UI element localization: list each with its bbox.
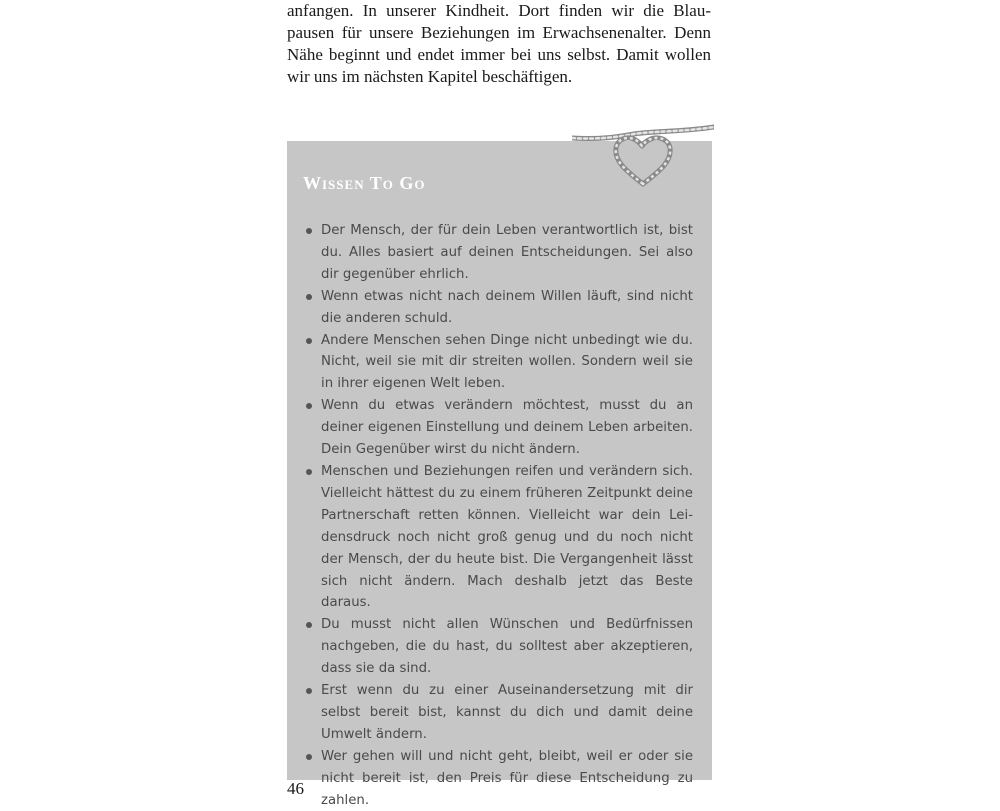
intro-text-line: anfangen. In unserer Kindheit. Dort finden wir die Blau- — [287, 1, 711, 20]
key-point: Wenn du etwas verändern möchtest, musst du an deiner eigenen Einstellung und deinem Leben arbeiten. Dein Gegenüber wirst du nicht ändern. — [303, 395, 693, 461]
intro-text-line: wir uns im nächsten Kapitel beschäftigen. — [287, 67, 573, 86]
key-point: Erst wenn du zu einer Auseinandersetzung mit dir selbst bereit bist, kannst du dich und damit deine Umwelt ändern. — [303, 680, 693, 746]
key-point: Wenn etwas nicht nach deinem Willen läuft, sind nicht die anderen schuld. — [303, 286, 693, 330]
key-point: Der Mensch, der für dein Leben verantwortlich ist, bist du. Alles basiert auf deinen Entscheidungen. Sei also dir gegenüber ehrlich. — [303, 220, 693, 286]
intro-text-line: pausen für unsere Beziehungen im Erwachsenenalter. Denn — [287, 23, 711, 42]
key-point: Du musst nicht allen Wünschen und Bedürfnissen nachgeben, die du hast, du solltest aber akzeptieren, dass sie da sind. — [303, 614, 693, 680]
key-points-list — [303, 220, 693, 811]
key-point: Andere Menschen sehen Dinge nicht unbedingt wie du. Nicht, weil sie mit dir streiten wollen. Sondern weil sie in ihrer eigenen Welt leben. — [303, 330, 693, 396]
key-point: Menschen und Beziehungen reifen und verändern sich. Vielleicht hättest du zu einem früheren Zeitpunkt deine Partnerschaft retten können. Vielleicht war dein Leidensdruck noch nicht groß genug und du noch nicht der Mensch, der du heute bist. Die Vergangenheit lässt sich nicht ändern. Mach deshalb jetzt das Beste daraus. — [303, 461, 693, 614]
heart-rope-knot-icon — [572, 124, 714, 190]
intro-text-line: Nähe beginnt und endet immer bei uns selbst. Damit wollen — [287, 45, 711, 64]
box-title: Wissen To Go — [303, 173, 426, 193]
key-point: Wer gehen will und nicht geht, bleibt, weil er oder sie nicht bereit ist, den Preis für diese Entscheidung zu zahlen. — [303, 746, 693, 811]
page-number: 46 — [287, 779, 304, 798]
